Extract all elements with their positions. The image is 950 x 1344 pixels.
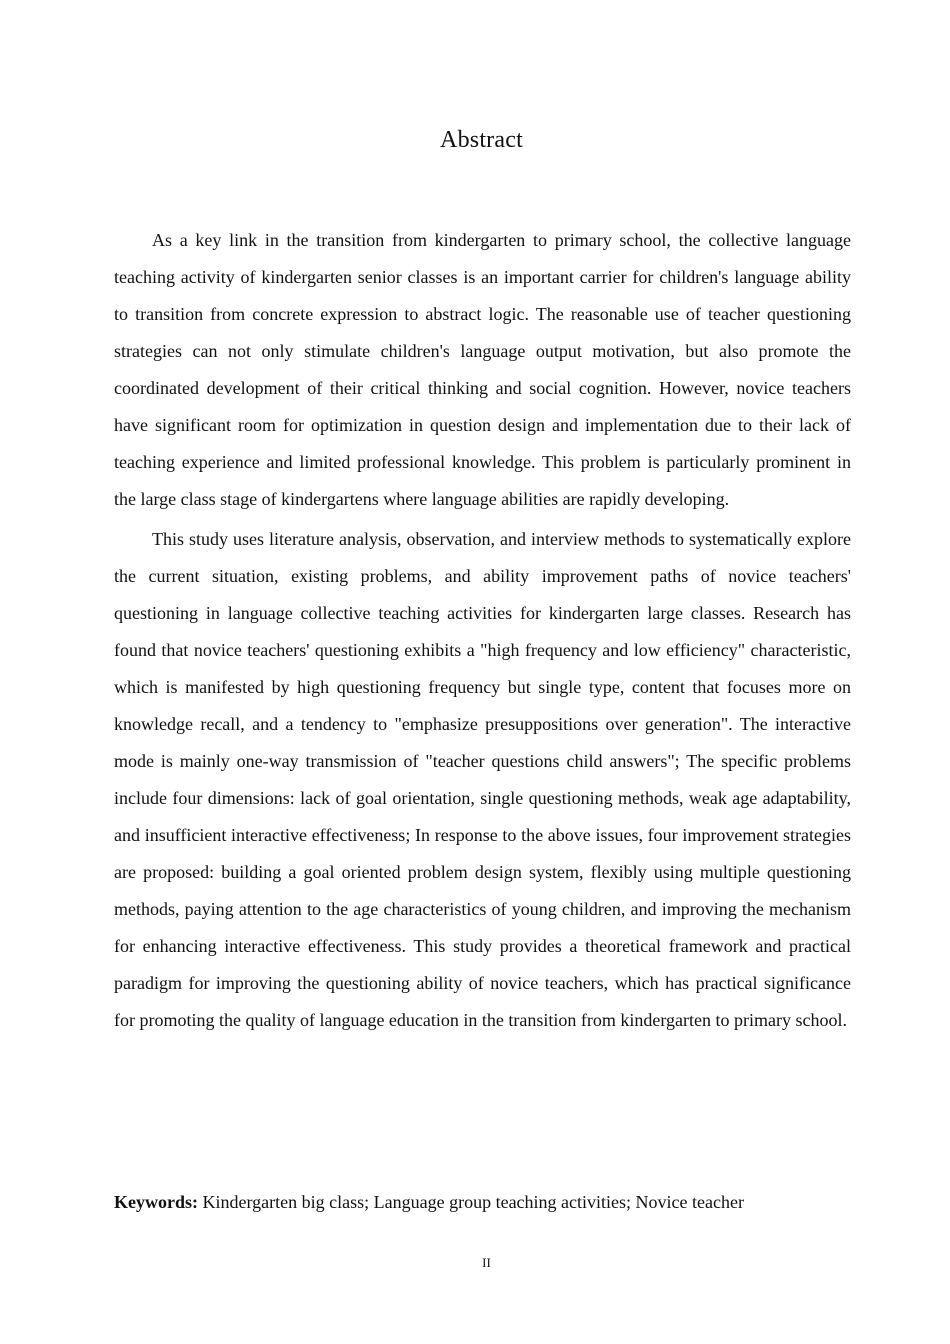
abstract-body (114, 222, 851, 1042)
abstract-paragraph-2: This study uses literature analysis, observation, and interview methods to systematically explore the current situation, existing problems, and ability improvement paths of novice teachers' questioning in language collective teaching activities for kindergarten large classes. Research has found that novice teachers' questioning exhibits a "high frequency and low efficiency" characteristic, which is manifested by high questioning frequency but single type, content that focuses more on knowledge recall, and a tendency to "emphasize presuppositions over generation". The interactive mode is mainly one-way transmission of "teacher questions child answers"; The specific problems include four dimensions: lack of goal orientation, single questioning methods, weak age adaptability, and insufficient interactive effectiveness; In response to the above issues, four improvement strategies are proposed: building a goal oriented problem design system, flexibly using multiple questioning methods, paying attention to the age characteristics of young children, and improving the mechanism for enhancing interactive effectiveness. This study provides a theoretical framework and practical paradigm for improving the questioning ability of novice teachers, which has practical significance for promoting the quality of language education in the transition from kindergarten to primary school. (114, 529, 851, 1030)
keywords-line (114, 1187, 851, 1217)
page-number: II (482, 1255, 491, 1270)
keywords-label: Keywords: (114, 1192, 198, 1212)
keywords-text: Kindergarten big class; Language group teaching activities; Novice teacher (198, 1192, 744, 1212)
abstract-paragraph-1: As a key link in the transition from kindergarten to primary school, the collective language teaching activity of kindergarten senior classes is an important carrier for children's language ability to transition from concrete expression to abstract logic. The reasonable use of teacher questioning strategies can not only stimulate children's language output motivation, but also promote the coordinated development of their critical thinking and social cognition. However, novice teachers have significant room for optimization in question design and implementation due to their lack of teaching experience and limited professional knowledge. This problem is particularly prominent in the large class stage of kindergartens where language abilities are rapidly developing. (114, 230, 851, 509)
page-title: Abstract (440, 127, 523, 153)
